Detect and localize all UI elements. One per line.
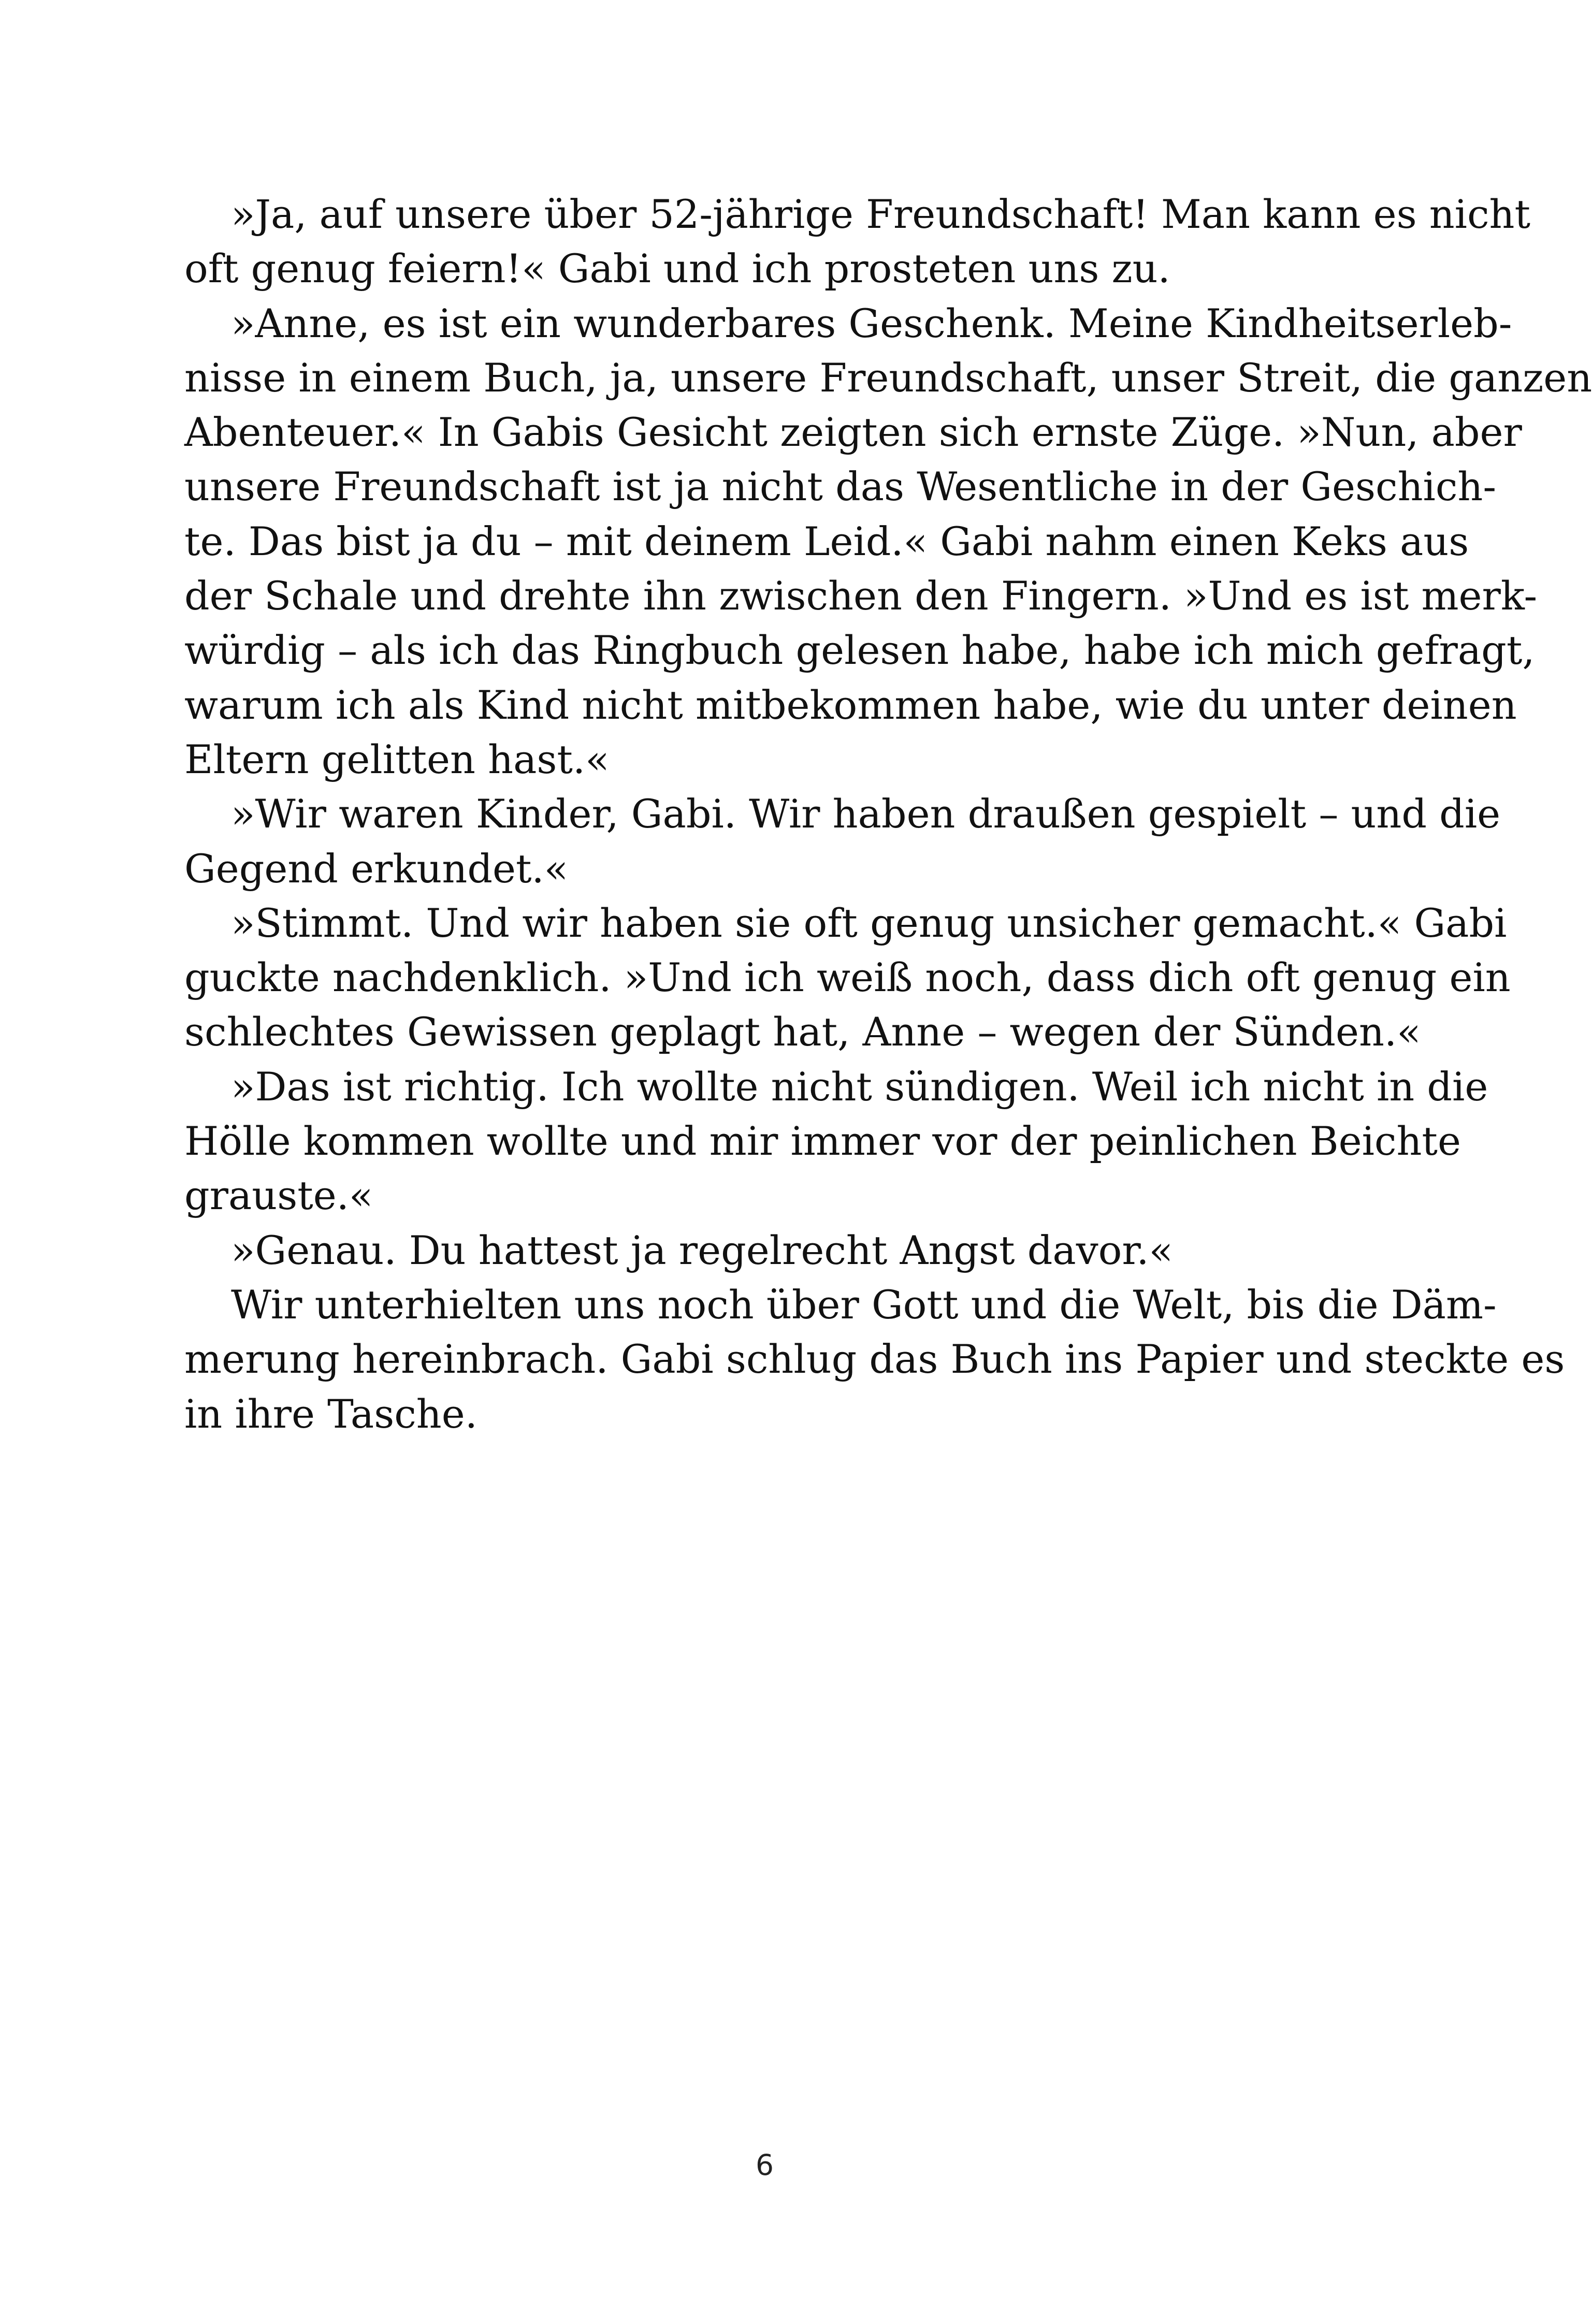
text-line: Gegend erkundet.« [184,845,569,892]
text-line: Eltern gelitten hast.« [184,736,610,782]
text-line: guckte nachdenklich. »Und ich weiß noch, dass dich oft genug ein [184,954,1511,1001]
text-line: Hölle kommen wollte und mir immer vor der peinlichen Beichte [184,1118,1461,1165]
text-line: der Schale und drehte ihn zwischen den Fingern. »Und es ist merk- [184,573,1538,619]
text-line: »Wir waren Kinder, Gabi. Wir haben draußen gespielt – und die [231,791,1501,837]
text-line: nisse in einem Buch, ja, unsere Freundschaft, unser Streit, die ganzen [184,354,1592,401]
body-text [184,187,1592,1441]
text-line: oft genug feiern!« Gabi und ich prosteten uns zu. [184,245,1170,292]
text-line: Abenteuer.« In Gabis Gesicht zeigten sich ernste Züge. »Nun, aber [184,409,1522,456]
text-line: »Anne, es ist ein wunderbares Geschenk. Meine Kindheitserleb- [231,300,1512,346]
text-line: unsere Freundschaft ist ja nicht das Wesentliche in der Geschich- [184,463,1497,510]
text-line: würdig – als ich das Ringbuch gelesen habe, habe ich mich gefragt, [184,627,1535,674]
text-line: schlechtes Gewissen geplagt hat, Anne – wegen der Sünden.« [184,1009,1421,1055]
text-line: te. Das bist ja du – mit deinem Leid.« Gabi nahm einen Keks aus [184,518,1469,564]
text-line: »Das ist richtig. Ich wollte nicht sündigen. Weil ich nicht in die [231,1063,1488,1110]
text-line: »Genau. Du hattest ja regelrecht Angst davor.« [231,1227,1174,1273]
text-line: »Ja, auf unsere über 52-jährige Freundschaft! Man kann es nicht [231,191,1531,237]
text-line: Wir unterhielten uns noch über Gott und die Welt, bis die Däm- [231,1281,1497,1328]
text-line: »Stimmt. Und wir haben sie oft genug unsicher gemacht.« Gabi [231,899,1507,946]
text-line: grauste.« [184,1172,373,1219]
page-number: 6 [756,2148,774,2182]
text-line: warum ich als Kind nicht mitbekommen habe, wie du unter deinen [184,681,1517,728]
text-line: in ihre Tasche. [184,1390,477,1437]
text-line: merung hereinbrach. Gabi schlug das Buch ins Papier und steckte es [184,1336,1565,1383]
